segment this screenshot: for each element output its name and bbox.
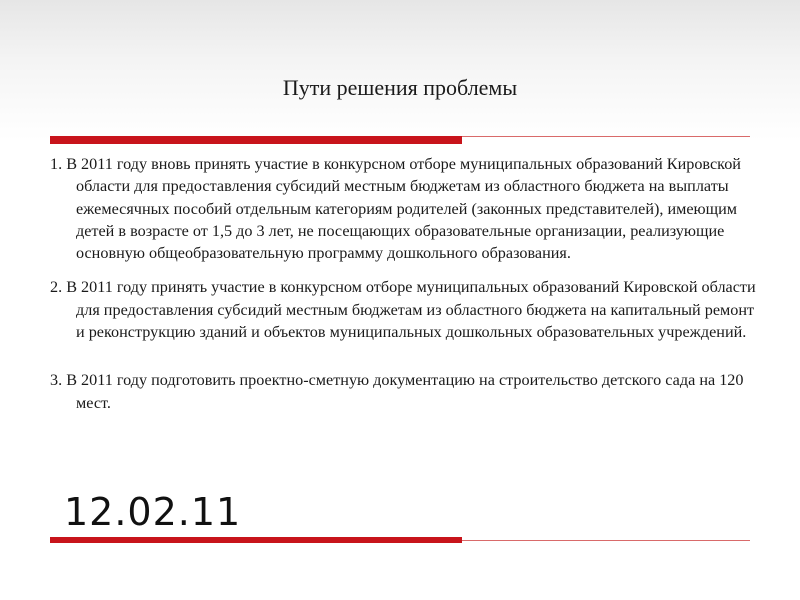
bottom-divider-accent (50, 537, 462, 543)
slide-title: Пути решения проблемы (282, 75, 518, 100)
list-item-1: 1. В 2011 году вновь принять участие в конкурсном отборе муниципальных образований Кировской области для предоставления субсидий местным бюджетам из областного бюджета на выплаты ежемесячных пособий отдельным категориям родителей (законных представителей), имеющим детей в возрасте от 1,5 до 3 лет, не посещающих образовательные организации, реализующие основную общеобразовательную программу дошкольного образования. (50, 155, 741, 263)
slide-date: 12.02.11 (64, 490, 242, 534)
top-divider-accent (50, 136, 462, 144)
slide-body (50, 153, 762, 414)
list-item-3: 3. В 2011 году подготовить проектно-сметную документацию на строительство детского сада на 120 мест. (50, 371, 744, 412)
list-item-2: 2. В 2011 году принять участие в конкурсном отборе муниципальных образований Кировской области для предоставления субсидий местным бюджетам из областного бюджета на капитальный ремонт и реконструкцию зданий и объектов муниципальных дошкольных образовательных учреждений. (50, 278, 756, 342)
